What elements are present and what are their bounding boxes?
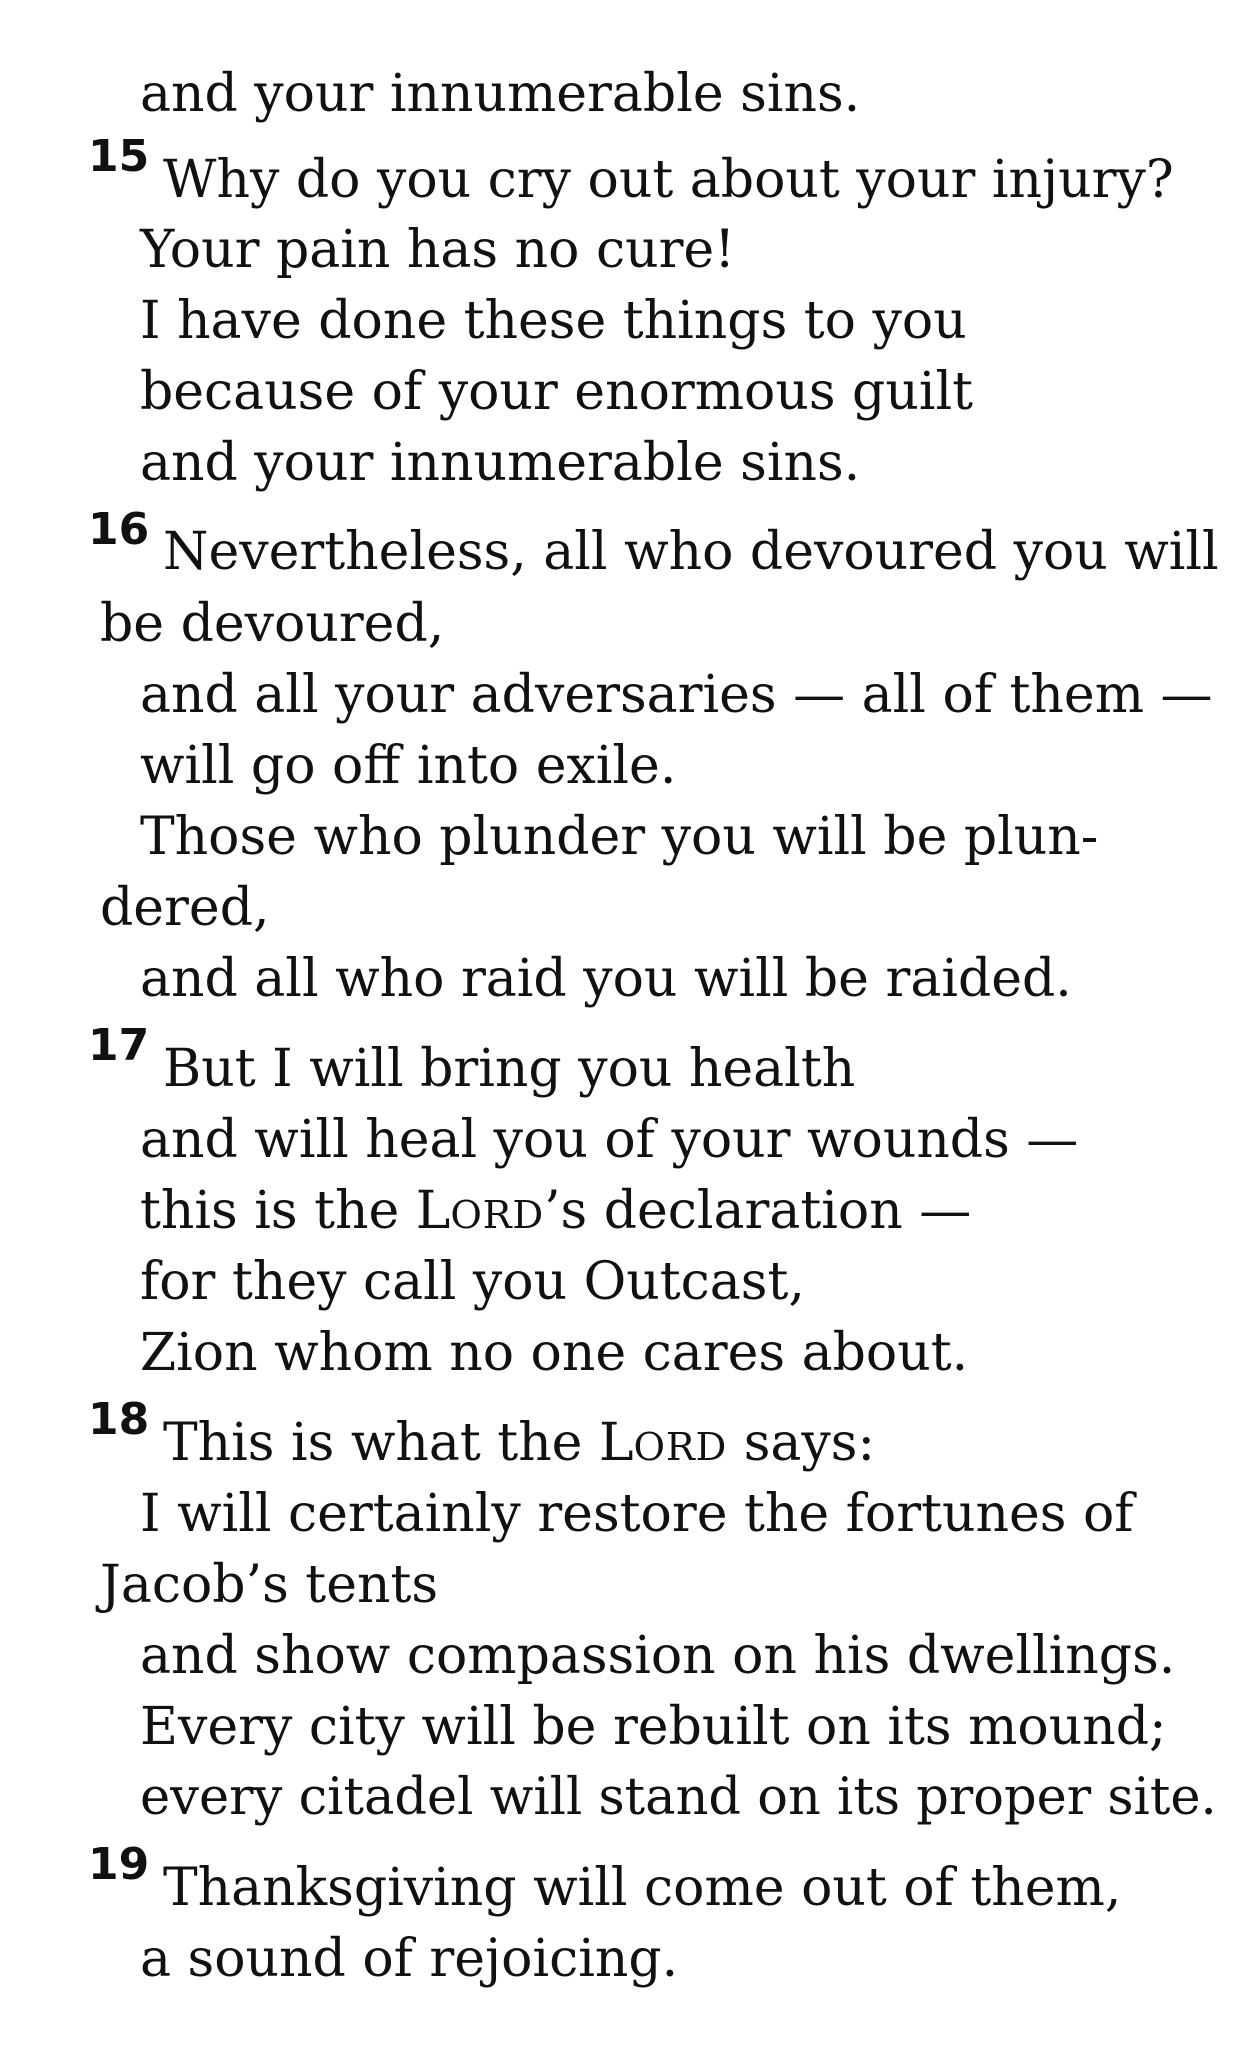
verse-number: 18	[88, 1394, 150, 1445]
poetry-line: and all who raid you will be raided.	[140, 949, 1072, 1009]
poetry-line	[140, 1181, 971, 1241]
poetry-line: and your innumerable sins.	[140, 64, 861, 124]
poetry-line: dered,	[100, 878, 270, 938]
poetry-line: and your innumerable sins.	[140, 433, 861, 493]
text-segment: This is what the L	[163, 1413, 634, 1473]
poetry-line: and will heal you of your wounds —	[140, 1110, 1079, 1170]
verse-number: 15	[88, 131, 150, 182]
poetry-line: Your pain has no cure!	[140, 220, 736, 280]
poetry-line: I have done these things to you	[140, 291, 967, 351]
poetry-line: a sound of rejoicing.	[140, 1929, 679, 1989]
poetry-line: every citadel will stand on its proper site.	[140, 1768, 1217, 1827]
poetry-line: for they call you Outcast,	[140, 1252, 805, 1312]
poetry-line: Nevertheless, all who devoured you will	[163, 522, 1219, 582]
poetry-line: because of your enormous guilt	[140, 362, 973, 422]
poetry-line: Zion whom no one cares about.	[140, 1323, 969, 1383]
poetry-line: Every city will be rebuilt on its mound;	[140, 1697, 1167, 1757]
poetry-line: Thanksgiving will come out of them,	[163, 1858, 1122, 1918]
text-segment: says:	[727, 1413, 875, 1473]
small-caps-text: ORD	[450, 1193, 544, 1238]
poetry-line: be devoured,	[100, 594, 445, 654]
poetry-line: will go off into exile.	[140, 736, 677, 796]
poetry-line: Jacob’s tents	[100, 1555, 439, 1615]
poetry-line: and all your adversaries — all of them —	[140, 665, 1213, 725]
verse-number: 19	[88, 1839, 150, 1890]
poetry-line	[163, 1413, 875, 1473]
poetry-line: Why do you cry out about your injury?	[163, 150, 1174, 210]
verse-number: 16	[88, 504, 150, 555]
text-segment: this is the L	[140, 1181, 451, 1241]
poetry-line: Those who plunder you will be plun-	[140, 807, 1099, 867]
verse-number: 17	[88, 1020, 150, 1071]
small-caps-text: ORD	[633, 1425, 728, 1470]
poetry-line: I will certainly restore the fortunes of	[140, 1484, 1134, 1544]
poetry-line: and show compassion on his dwellings.	[140, 1626, 1176, 1686]
text-segment: ’s declaration —	[543, 1181, 972, 1241]
poetry-line: But I will bring you health	[163, 1039, 856, 1099]
